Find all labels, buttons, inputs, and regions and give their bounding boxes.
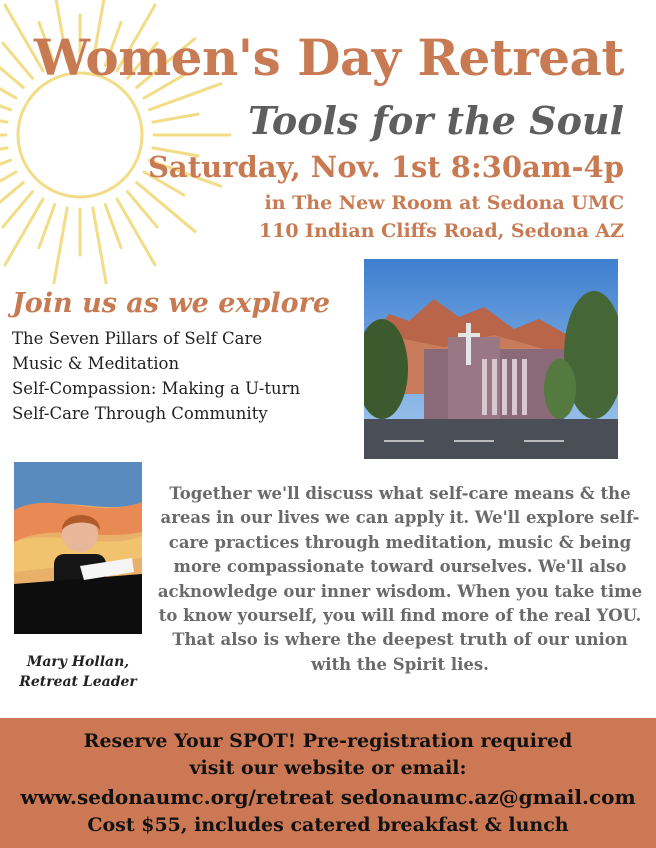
sun-ray xyxy=(117,199,155,265)
registration-banner xyxy=(0,718,656,848)
event-address: 110 Indian Cliffs Road, Sedona AZ xyxy=(258,220,624,242)
sun-ray xyxy=(0,148,7,156)
event-title: Women's Day Retreat xyxy=(33,28,624,87)
explore-item: The Seven Pillars of Self Care xyxy=(12,329,263,348)
contact-line[interactable]: www.sedonaumc.org/retreat sedonaumc.az@gmail.com xyxy=(20,785,636,809)
event-venue: in The New Room at Sedona UMC xyxy=(264,192,624,214)
event-description: Together we'll discuss what self-care means & the areas in our lives we can apply it. We'll explore self- care practices through meditation, music & being more compassionate toward ourselves. We'll also acknowledge our inner wisdom. When you take time to know yourself, you will find more of the real YOU. That also is where the deepest truth of our union with the Spirit lies. xyxy=(157,484,643,674)
leader-portrait xyxy=(14,462,142,634)
sun-ray xyxy=(153,114,198,122)
sun-ray xyxy=(0,114,7,122)
leader-role: Retreat Leader xyxy=(19,674,137,690)
event-subtitle: Tools for the Soul xyxy=(247,98,624,143)
sun-ray xyxy=(39,205,55,248)
sun-ray xyxy=(54,208,67,283)
church-photo xyxy=(364,259,618,459)
explore-heading: Join us as we explore xyxy=(12,288,331,319)
explore-item: Music & Meditation xyxy=(12,354,180,373)
explore-list xyxy=(12,326,300,426)
event-date: Saturday, Nov. 1st 8:30am-4p xyxy=(147,150,624,184)
explore-item: Self-Compassion: Making a U-turn xyxy=(12,379,301,398)
visit-line: visit our website or email: xyxy=(189,757,467,779)
sun-ray xyxy=(137,183,195,232)
sun-ray xyxy=(5,199,43,265)
cost-line: Cost $55, includes catered breakfast & lunch xyxy=(87,814,569,836)
sun-ray xyxy=(105,205,121,248)
sun-ray xyxy=(93,208,106,283)
sun-ray xyxy=(0,84,10,110)
leader-name: Mary Hollan, xyxy=(26,654,130,670)
sun-ray xyxy=(0,160,10,186)
explore-item: Self-Care Through Community xyxy=(12,404,268,423)
reserve-line: Reserve Your SPOT! Pre-registration required xyxy=(83,730,573,752)
